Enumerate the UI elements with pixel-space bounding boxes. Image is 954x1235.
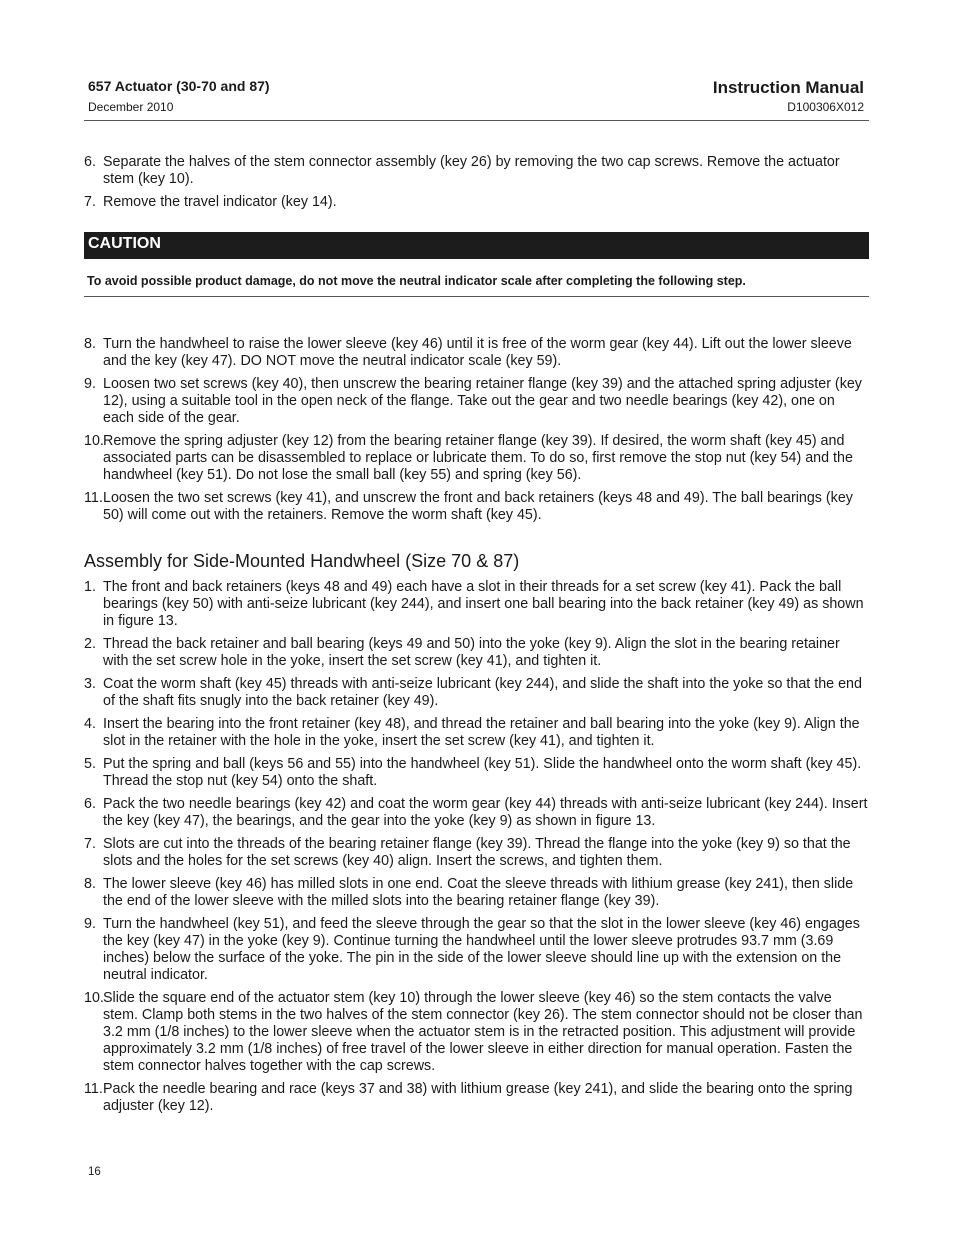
step-text: Turn the handwheel to raise the lower sleeve (key 46) until it is free of the worm gear (key 44). Lift out the lower sleeve and the key (key 47). DO NOT move the neutral indicator scale (key 59). (103, 336, 852, 369)
page-header (84, 76, 869, 121)
list-item (84, 716, 869, 750)
step-number: 6. (84, 154, 96, 170)
step-text: The front and back retainers (keys 48 and 49) each have a slot in their threads for a set screw (key 41). Pack the ball bearings (key 50) with anti-seize lubricant (key 244), and insert one ball bearing into the back retainer (key 49) as shown in figure 13. (103, 579, 864, 629)
step-text: Slots are cut into the threads of the bearing retainer flange (key 39). Thread the flange into the yoke (key 9) so that the slots and the holes for the set screws (key 40) align. Insert the screws, and tighten them. (103, 836, 851, 869)
step-number: 10. (84, 433, 104, 449)
step-text: Loosen two set screws (key 40), then unscrew the bearing retainer flange (key 39) and the attached spring adjuster (key 12), using a suitable tool in the open neck of the flange. Take out the gear and two needle bearings (key 42), one on each side of the gear. (103, 376, 862, 426)
step-number: 7. (84, 836, 96, 852)
list-item (84, 490, 869, 524)
step-text: The lower sleeve (key 46) has milled slots in one end. Coat the sleeve threads with lithium grease (key 241), then slide the end of the lower sleeve with the milled slots into the bearing retainer flange (key 39). (103, 876, 854, 909)
step-text: Turn the handwheel (key 51), and feed the sleeve through the gear so that the slot in the lower sleeve (key 46) engages the key (key 47) in the yoke (key 9). Continue turning the handwheel until the lower sleeve protrudes 93.7 mm (3.69 inches) below the surface of the yoke. The pin in the side of the lower sleeve should line up with the extension on the neutral indicator. (103, 916, 860, 983)
step-text: Coat the worm shaft (key 45) threads with anti-seize lubricant (key 244), and slide the shaft into the yoke so that the end of the shaft fits snugly into the back retainer (key 49). (103, 676, 862, 709)
list-item (84, 579, 869, 630)
step-number: 4. (84, 716, 96, 732)
step-text: Separate the halves of the stem connector assembly (key 26) by removing the two cap screws. Remove the actuator stem (key 10). (103, 154, 840, 187)
step-number: 2. (84, 636, 96, 652)
step-text: Loosen the two set screws (key 41), and unscrew the front and back retainers (keys 48 and 49). The ball bearings (key 50) will come out with the retainers. Remove the worm shaft (key 45). (103, 490, 853, 523)
list-item (84, 796, 869, 830)
list-item (84, 876, 869, 910)
step-number: 5. (84, 756, 96, 772)
list-item (84, 990, 869, 1075)
step-number: 9. (84, 376, 96, 392)
step-text: Slide the square end of the actuator stem (key 10) through the lower sleeve (key 46) so the stem contacts the valve stem. Clamp both stems in the two halves of the stem connector (key 26). The stem connector should not be closer than 3.2 mm (1/8 inches) to the lower sleeve when the actuator stem is in the retracted position. This adjustment will provide approximately 3.2 mm (1/8 inches) of free travel of the lower sleeve in either direction for manual operation. Fasten the stem connector halves together with the cap screws. (103, 990, 863, 1074)
list-item (84, 433, 869, 484)
caution-text: To avoid possible product damage, do not move the neutral indicator scale after completing the following step. (87, 274, 746, 288)
step-text: Remove the spring adjuster (key 12) from the bearing retainer flange (key 39). If desired, the worm shaft (key 45) and associated parts can be disassembled to replace or lubricate them. To do so, first remove the stop nut (key 54) and the handwheel (key 51). Do not lose the small ball (key 55) and spring (key 56). (103, 433, 853, 483)
list-item (84, 916, 869, 984)
list-item (84, 636, 869, 670)
list-item (84, 756, 869, 790)
list-item (84, 194, 869, 211)
step-number: 11. (84, 1081, 103, 1097)
step-text: Put the spring and ball (keys 56 and 55) into the handwheel (key 51). Slide the handwheel onto the worm shaft (key 45). Thread the stop nut (key 54) onto the shaft. (103, 756, 862, 789)
manual-title: Instruction Manual (712, 78, 864, 97)
step-number: 8. (84, 876, 96, 892)
step-text: Remove the travel indicator (key 14). (103, 194, 337, 210)
product-title: 657 Actuator (30-70 and 87) (88, 78, 270, 94)
caution-banner (84, 232, 869, 259)
list-item (84, 836, 869, 870)
caution-title: CAUTION (88, 235, 161, 252)
step-text: Pack the needle bearing and race (keys 37 and 38) with lithium grease (key 241), and slide the bearing onto the spring adjuster (key 12). (103, 1081, 853, 1114)
step-number: 8. (84, 336, 96, 352)
caution-divider (84, 296, 869, 297)
page-number: 16 (88, 1166, 101, 1178)
section-heading: Assembly for Side-Mounted Handwheel (Size 70 & 87) (84, 551, 520, 571)
step-text: Thread the back retainer and ball bearing (keys 49 and 50) into the yoke (key 9). Align the slot in the bearing retainer with the set screw hole in the yoke, insert the set screw (key 41), and tighten it. (103, 636, 840, 669)
step-text: Pack the two needle bearings (key 42) and coat the worm gear (key 44) threads with anti-seize lubricant (key 244). Insert the key (key 47), the bearings, and the gear into the yoke (key 9) as shown in figure 13. (103, 796, 868, 829)
list-item (84, 336, 869, 370)
step-number: 9. (84, 916, 96, 932)
list-item (84, 154, 869, 188)
steps-list-disassembly-b (84, 336, 869, 530)
list-item (84, 376, 869, 427)
step-text: Insert the bearing into the front retainer (key 48), and thread the retainer and ball bearing into the yoke (key 9). Align the slot in the retainer with the hole in the yoke, insert the set screw (key 41), and tighten it. (103, 716, 860, 749)
publication-date: December 2010 (88, 100, 174, 114)
list-item (84, 1081, 869, 1115)
step-number: 1. (84, 579, 96, 595)
step-number: 6. (84, 796, 96, 812)
step-number: 11. (84, 490, 103, 506)
steps-list-disassembly-a (84, 154, 869, 217)
step-number: 10. (84, 990, 104, 1006)
step-number: 7. (84, 194, 96, 210)
steps-list-assembly (84, 579, 869, 1121)
step-number: 3. (84, 676, 96, 692)
list-item (84, 676, 869, 710)
document-number: D100306X012 (787, 100, 864, 114)
